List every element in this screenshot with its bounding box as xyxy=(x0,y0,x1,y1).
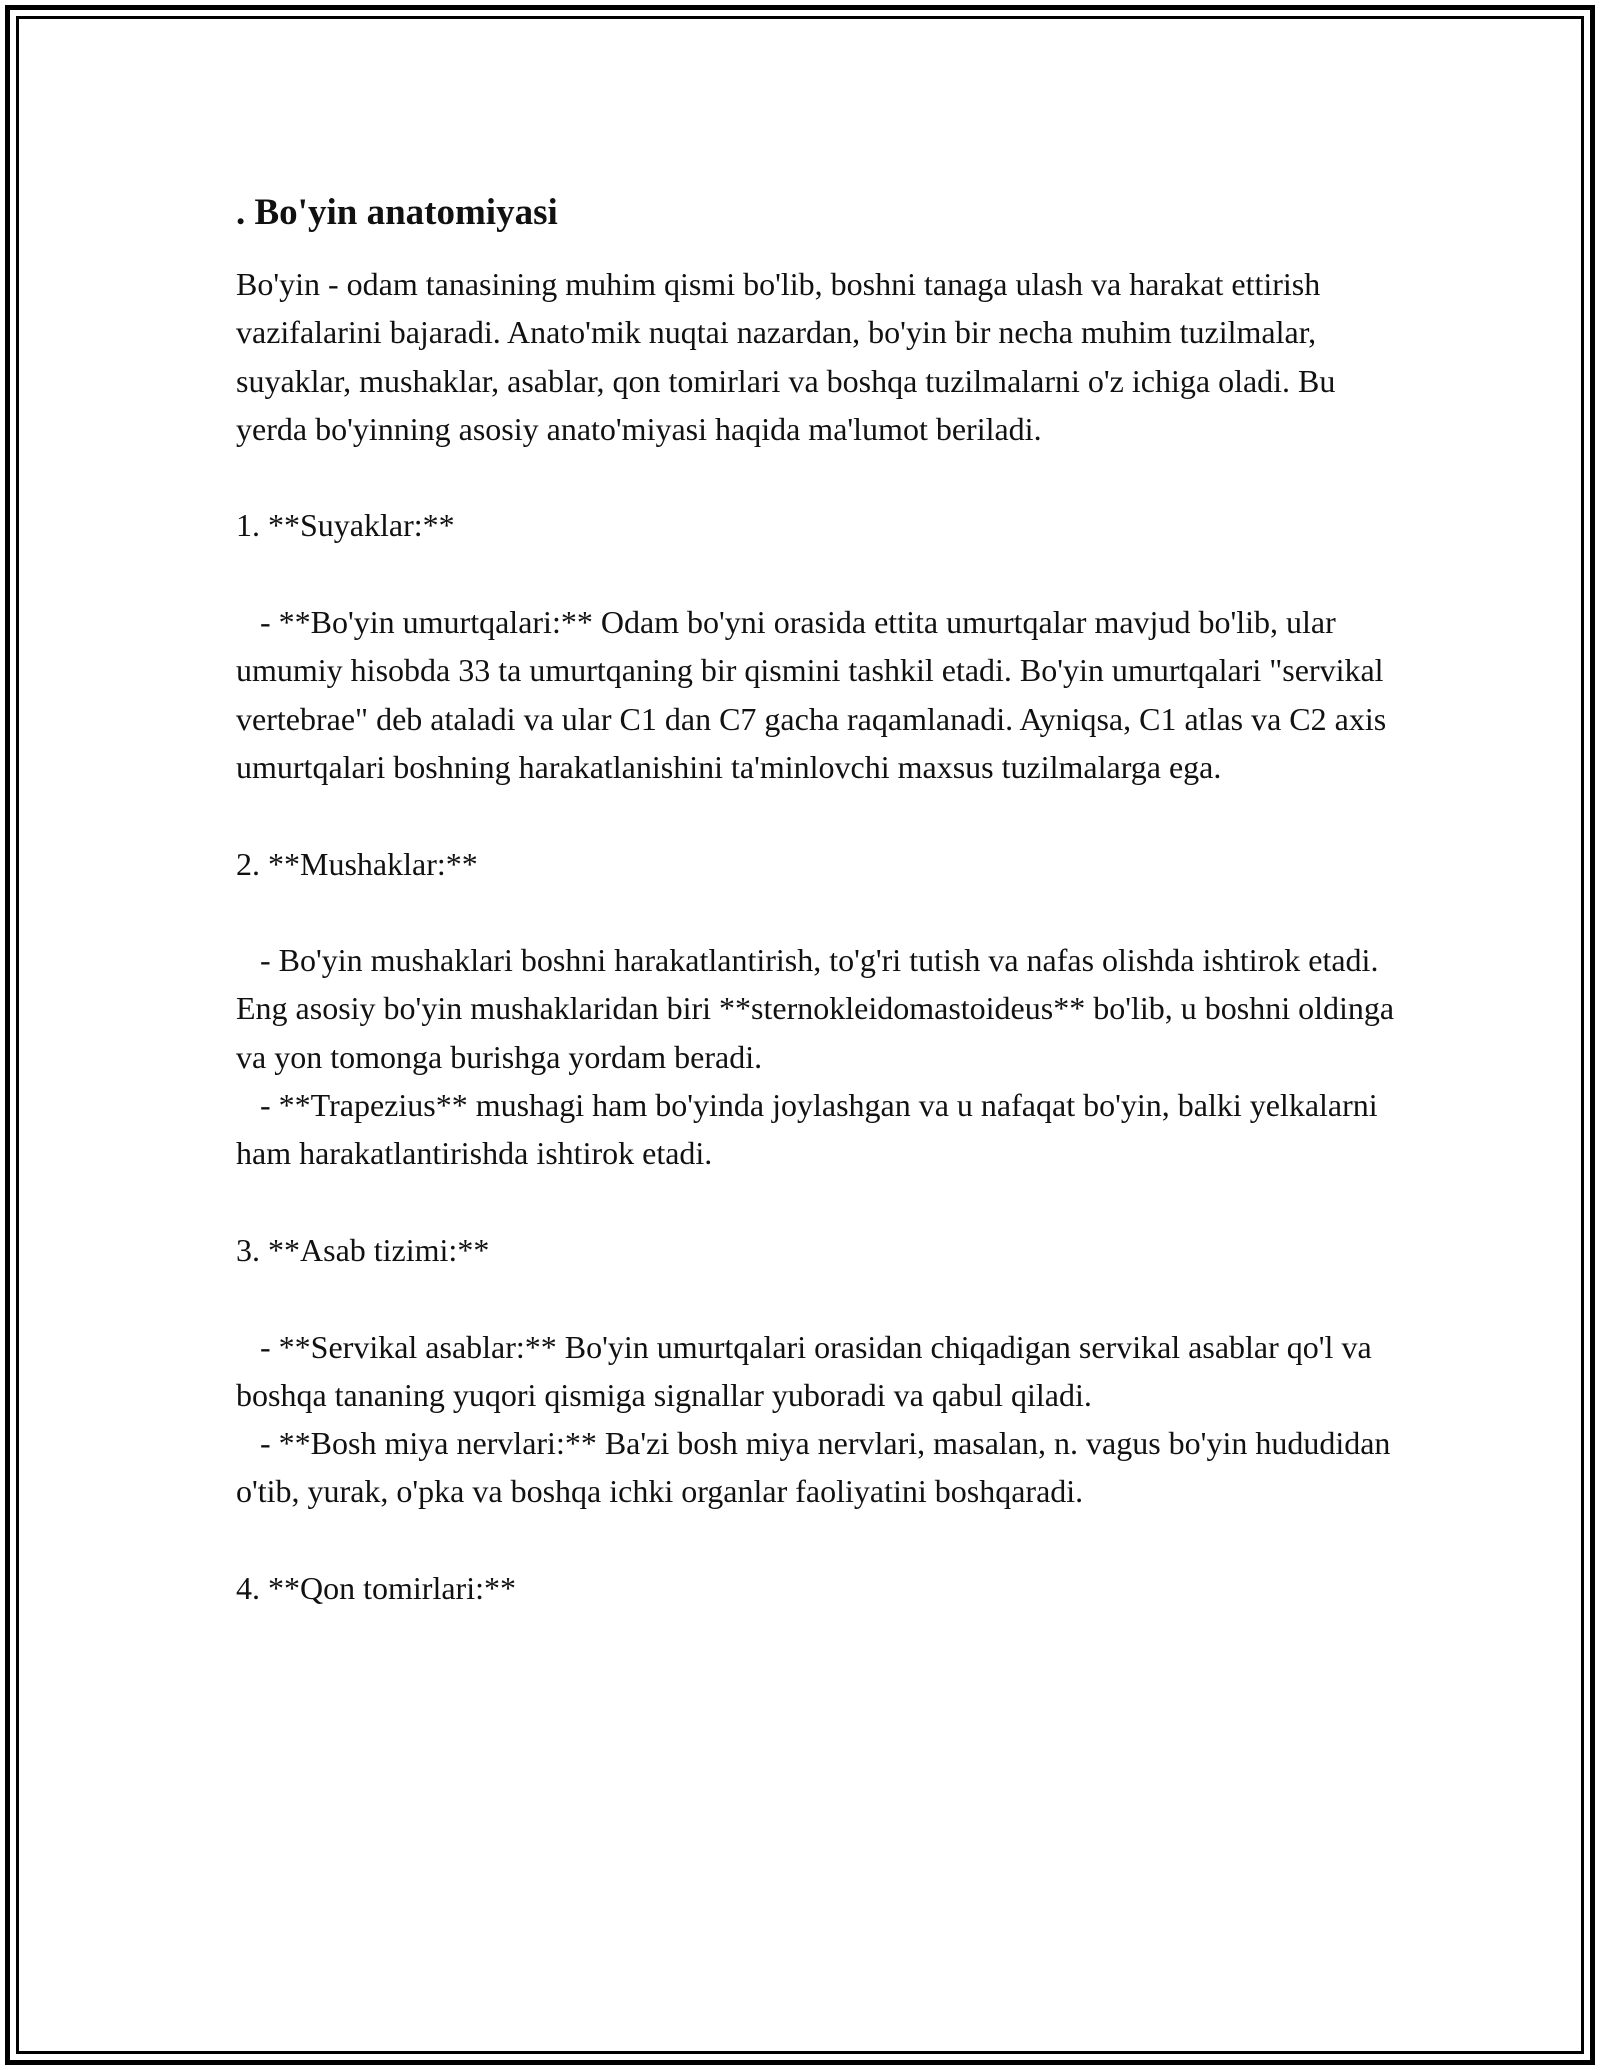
section-heading-nervous-system: 3. **Asab tizimi:** xyxy=(236,1231,490,1268)
nerves-item-cervical: - **Servikal asablar:** Bo'yin umurtqalari orasidan chiqadigan servikal asablar qo'l va boshqa tananing yuqori qismiga signallar yuboradi va qabul qiladi. xyxy=(236,1328,1380,1413)
intro-paragraph: Bo'yin - odam tanasining muhim qismi bo'lib, boshni tanaga ulash va harakat ettirish vazifalarini bajaradi. Anato'mik nuqtai nazardan, bo'yin bir necha muhim tuzilmalar, suyaklar, mushaklar, asablar, qon tomirlari va boshqa tuzilmalarni o'z ichiga oladi. Bu yerda bo'yinning asosiy anato'miyasi haqida ma'lumot beriladi. xyxy=(236,266,1344,447)
section-heading-bones: 1. **Suyaklar:** xyxy=(236,507,455,544)
bones-item-cervical-vertebrae: - **Bo'yin umurtqalari:** Odam bo'yni orasida ettita umurtqalar mavjud bo'lib, ular umumiy hisobda 33 ta umurtqaning bir qismini tashkil etadi. Bo'yin umurtqalari "servikal vertebrae" deb ataladi va ular C1 dan C7 gacha raqamlanadi. Ayniqsa, C1 atlas va C2 axis umurtqalari boshning harakatlanishini ta'minlovchi maxsus tuzilmalarga ega. xyxy=(236,604,1395,785)
document-body xyxy=(236,188,1403,1661)
section-heading-muscles: 2. **Mushaklar:** xyxy=(236,845,478,882)
section-heading-blood-vessels: 4. **Qon tomirlari:** xyxy=(236,1570,516,1607)
muscles-item-general: - Bo'yin mushaklari boshni harakatlantirish, to'g'ri tutish va nafas olishda ishtirok etadi. Eng asosiy bo'yin mushaklaridan biri **sternokleidomastoideus** bo'lib, u boshni oldinga va yon tomonga burishga yordam beradi. xyxy=(236,942,1403,1075)
muscles-item-trapezius: - **Trapezius** mushagi ham bo'yinda joylashgan va u nafaqat bo'yin, balki yelkalarni ham harakatlantirishda ishtirok etadi. xyxy=(236,1087,1386,1172)
nerves-item-cranial: - **Bosh miya nervlari:** Ba'zi bosh miya nervlari, masalan, n. vagus bo'yin hududidan o'tib, yurak, o'pka va boshqa ichki organlar faoliyatini boshqaradi. xyxy=(236,1425,1399,1510)
document-title: . Bo'yin anatomiyasi xyxy=(236,192,558,233)
